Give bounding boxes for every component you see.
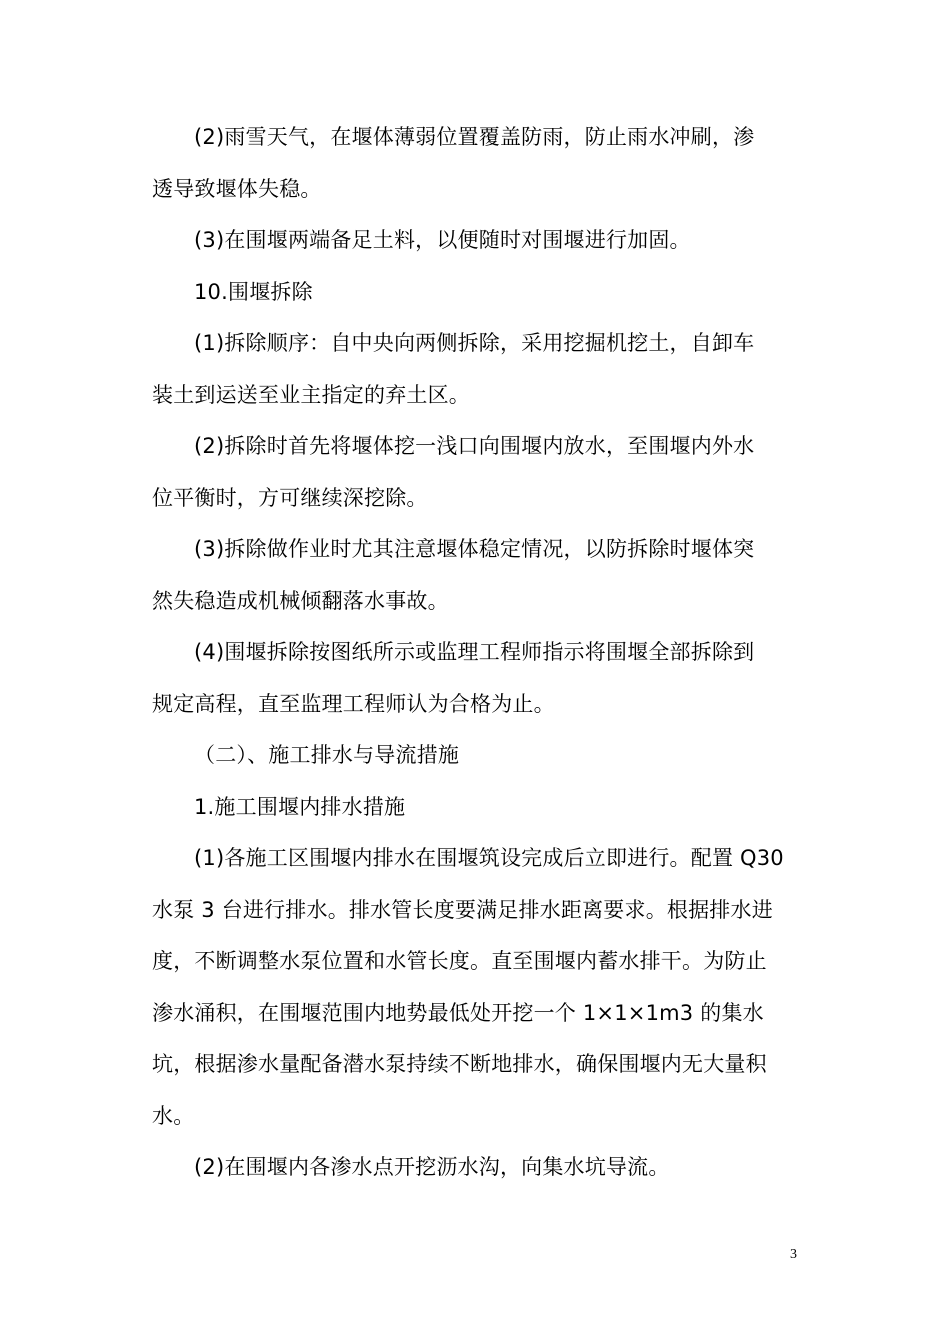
subsection-heading: 1.施工围堰内排水措施 [194, 795, 406, 819]
paragraph-line: 度，不断调整水泵位置和水管长度。直至围堰内蓄水排干。为防止 [152, 949, 767, 973]
paragraph-line: 透导致堰体失稳。 [152, 177, 322, 201]
section-heading: （二）、施工排水与导流措施 [194, 743, 460, 767]
paragraph-line: 水泵 3 台进行排水。排水管长度要满足排水距离要求。根据排水进 [152, 898, 773, 922]
paragraph-line: (1)拆除顺序：自中央向两侧拆除，采用挖掘机挖土，自卸车 [194, 331, 755, 355]
paragraph-line: (4)围堰拆除按图纸所示或监理工程师指示将围堰全部拆除到 [194, 640, 755, 664]
paragraph-line: (3)在围堰两端备足土料，以便随时对围堰进行加固。 [194, 228, 691, 252]
paragraph-line: 位平衡时，方可继续深挖除。 [152, 486, 428, 510]
section-heading: 10.围堰拆除 [194, 280, 313, 304]
paragraph-line: 坑，根据渗水量配备潜水泵持续不断地排水，确保围堰内无大量积 [152, 1052, 767, 1076]
page-number: 3 [790, 1247, 797, 1262]
paragraph-line: (2)雨雪天气，在堰体薄弱位置覆盖防雨，防止雨水冲刷，渗 [194, 125, 755, 149]
paragraph-line: 渗水涌积，在围堰范围内地势最低处开挖一个 1×1×1m3 的集水 [152, 1001, 764, 1025]
paragraph-line: 然失稳造成机械倾翻落水事故。 [152, 589, 449, 613]
paragraph-line: (2)在围堰内各渗水点开挖沥水沟，向集水坑导流。 [194, 1155, 670, 1179]
paragraph-line: (3)拆除做作业时尤其注意堰体稳定情况，以防拆除时堰体突 [194, 537, 755, 561]
paragraph-line: 水。 [152, 1104, 195, 1128]
paragraph-line: (1)各施工区围堰内排水在围堰筑设完成后立即进行。配置 Q30 [194, 846, 784, 870]
paragraph-line: (2)拆除时首先将堰体挖一浅口向围堰内放水，至围堰内外水 [194, 434, 755, 458]
paragraph-line: 规定高程，直至监理工程师认为合格为止。 [152, 692, 555, 716]
paragraph-line: 装土到运送至业主指定的弃土区。 [152, 383, 470, 407]
